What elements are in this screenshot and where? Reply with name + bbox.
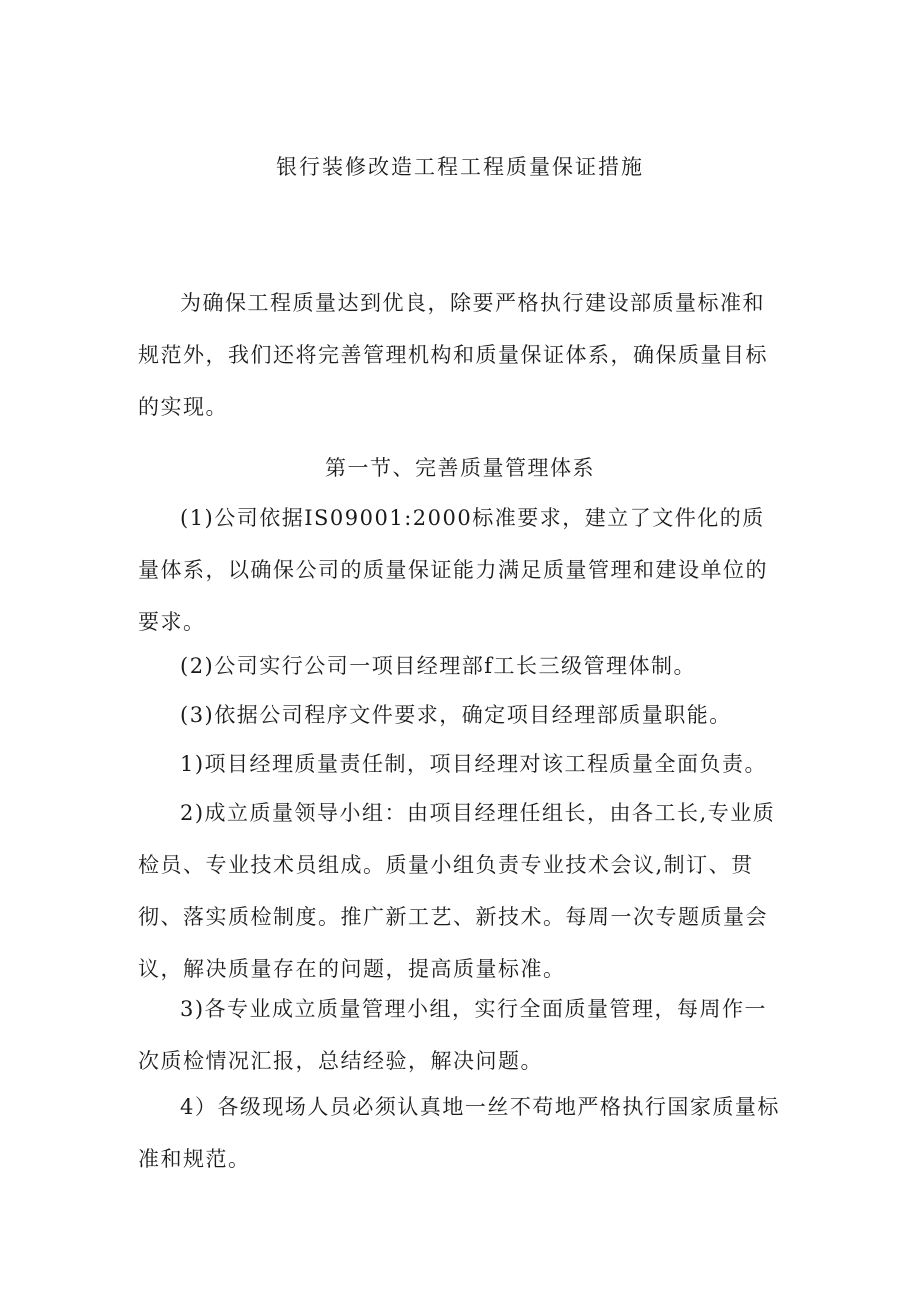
paragraph-7: 4）各级现场人员必须认真地一丝不苟地严格执行国家质量标准和规范。 (138, 1095, 780, 1171)
paragraph-1: (1)公司依据IS09001:2000标准要求，建立了文件化的质量体系，以确保公司的质量保证能力满足质量管理和建设单位的要求。 (138, 506, 768, 634)
intro-paragraph: 为确保工程质量达到优良，除要严格执行建设部质量标准和规范外，我们还将完善管理机构和质量保证体系，确保质量目标的实现。 (138, 291, 768, 419)
paragraph-2: (2)公司实行公司一项目经理部f工长三级管理体制。 (180, 654, 697, 678)
section-heading: 第一节、完善质量管理体系 (325, 456, 595, 480)
paragraph-4: 1)项目经理质量责任制，项目经理对该工程质量全面负责。 (180, 752, 768, 776)
paragraph-3: (3)依据公司程序文件要求，确定项目经理部质量职能。 (180, 703, 732, 727)
document-title: 银行装修改造工程工程质量保证措施 (276, 155, 644, 179)
paragraph-5: 2)成立质量领导小组：由项目经理任组长，由各工长,专业质检员、专业技术员组成。质量小组负责专业技术会议,制订、贯彻、落实质检制度。推广新工艺、新技术。每周一次专题质量会议，解决质量存在的问题，提高质量标准。 (138, 801, 776, 981)
paragraph-6: 3)各专业成立质量管理小组，实行全面质量管理，每周作一次质检情况汇报，总结经验，解决问题。 (138, 997, 768, 1073)
